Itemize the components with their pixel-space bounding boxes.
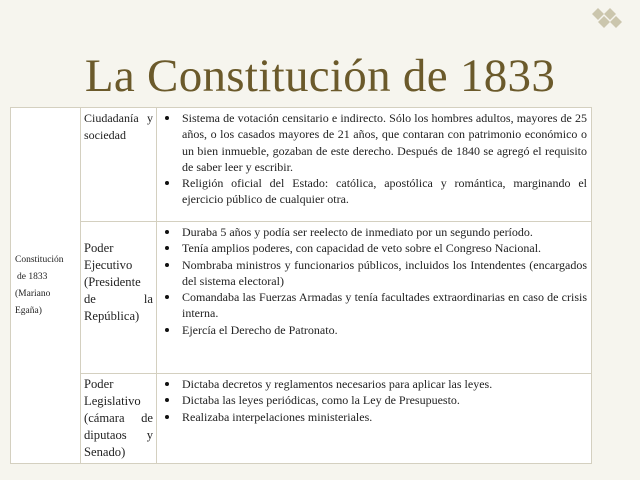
- list-item: Dictaba las leyes periódicas, como la Ley de Presupuesto.: [157, 392, 587, 408]
- list-item: Nombraba ministros y funcionarios públicos, incluidos los Intendentes (encargados del sistema electoral): [157, 257, 587, 290]
- row-header-line: Constitución: [15, 254, 64, 265]
- row-label: Poder Legislativo (cámara de diputaos y Senado): [84, 377, 153, 459]
- list-item: Realizaba interpelaciones ministeriales.: [157, 409, 587, 425]
- row-header-cell: [11, 108, 81, 464]
- row-content-cell: [157, 374, 592, 464]
- list-item: Duraba 5 años y podía ser reelecto de inmediato por un segundo período.: [157, 224, 587, 240]
- row-content-cell: [157, 108, 592, 222]
- row-label-cell: [81, 222, 157, 374]
- row-content-cell: [157, 222, 592, 374]
- list-item: Comandaba las Fuerzas Armadas y tenía facultades extraordinarias en caso de crisis interna.: [157, 289, 587, 322]
- row-label: Ciudadanía y sociedad: [84, 111, 153, 142]
- list-item: Dictaba decretos y reglamentos necesarios para aplicar las leyes.: [157, 376, 587, 392]
- diamond-cluster-icon: [588, 6, 626, 32]
- table-row: [11, 374, 592, 464]
- row-label-cell: [81, 108, 157, 222]
- list-item: Sistema de votación censitario e indirecto. Sólo los hombres adultos, mayores de 25 años, o los casados mayores de 21 años, que contaran con patrimonio económico o un bien inmueble, gozaban de este derecho. Después de 1840 se agregó el requisito de saber leer y escribir.: [157, 110, 587, 175]
- table-row: [11, 222, 592, 374]
- constitution-table: [10, 107, 592, 464]
- row-header-line: Egaña): [15, 305, 42, 316]
- row-header-line: (Mariano: [15, 288, 51, 299]
- row-label-cell: [81, 374, 157, 464]
- row-header-line: de 1833: [17, 271, 48, 282]
- list-item: Ejercía el Derecho de Patronato.: [157, 322, 587, 338]
- list-item: Religión oficial del Estado: católica, apostólica y romántica, marginando el ejercicio público de cualquier otra.: [157, 175, 587, 208]
- row-label: Poder Ejecutivo (Presidente de la República): [84, 241, 153, 323]
- list-item: Tenía amplios poderes, con capacidad de veto sobre el Congreso Nacional.: [157, 240, 587, 256]
- table-row: [11, 108, 592, 222]
- page-title: La Constitución de 1833: [84, 50, 556, 102]
